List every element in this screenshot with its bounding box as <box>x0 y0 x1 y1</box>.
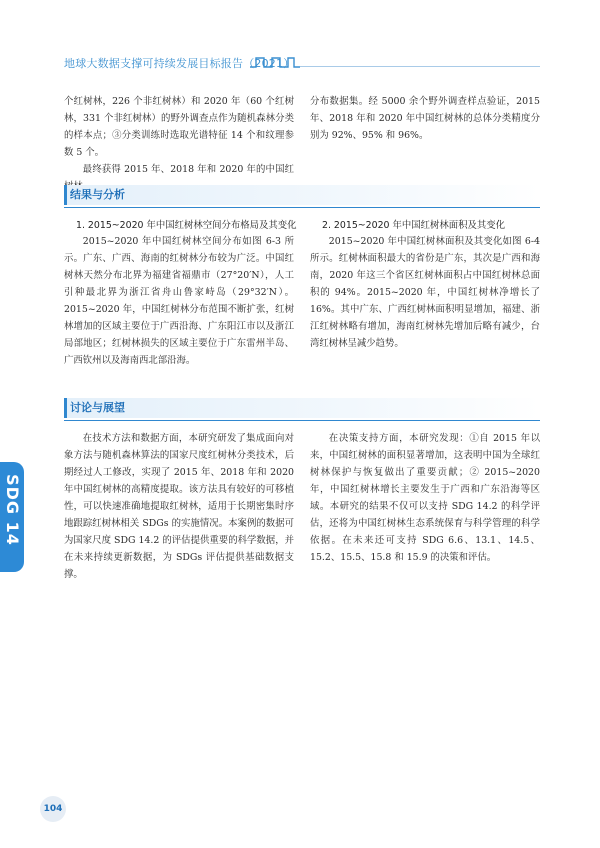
header-wave-decoration <box>250 56 300 68</box>
section-header-results <box>64 185 540 205</box>
running-header-title: 地球大数据支撑可持续发展目标报告（2021） <box>64 57 295 70</box>
intro-left-paragraph-2: 最终获得 2015 年、2018 年和 2020 年的中国红 <box>82 164 294 175</box>
results-right-column <box>310 233 540 352</box>
intro-left-column <box>64 93 294 195</box>
results-left-paragraph: 2015~2020 年中国红树林空间分布如图 6-3 所示。广东、广西、海南的红树林分布较为广泛。中国红树林天然分布北界为福建省福鼎市（27°20′N），人工引种最北界为浙江省舟山鲁家峙岛（29°32′N）。2015~2020 年，中国红树林分布范围不断扩张，红树林增加的区域主要位于广西沿海、广东阳江市以及浙江局部地区；红树林损失的区域主要位于广东雷州半岛、广西钦州以及海南西北部沿海。 <box>64 236 294 366</box>
results-left-column <box>64 233 294 369</box>
discussion-left-column <box>64 430 294 583</box>
section-header-discussion <box>64 398 540 418</box>
discussion-right-column <box>310 430 540 566</box>
subheading-1: 1. 2015~2020 年中国红树林空间分布格局及其变化 <box>76 220 297 231</box>
page-number: 104 <box>43 804 63 814</box>
discussion-right-paragraph: 在决策支持方面，本研究发现：①自 2015 年以来，中国红树林的面积显著增加，这表明中国为全球红树林保护与恢复做出了重要贡献；② 2015~2020 年，中国红树林增长主要发生于广西和广东沿海等区域。本研究的结果不仅可以支持 SDG 14.2 的科学评估，还将为中国红树林生态系统保育与科学管理的科学依据。在未来还可支持 SDG 6.6、13.1、14.5、15.2、15.5、15.8 和 15.9 的决策和评估。 <box>310 433 540 563</box>
sdg-side-tab-label: SDG 14 <box>3 474 22 546</box>
results-right-paragraph: 2015~2020 年中国红树林面积及其变化如图 6-4 所示。红树林面积最大的省份是广东，其次是广西和海南，2020 年这三个省区红树林面积占中国红树林总面积的 94%。2015~2020 年，中国红树林净增长了 16%。其中广东、广西红树林面积明显增加，福建、浙江红树林略有增加，海南红树林先增加后略有减少，台湾红树林呈减少趋势。 <box>310 236 540 349</box>
intro-right-paragraph: 分布数据集。经 5000 余个野外调查样点验证，2015 年、2018 年和 2020 年中国红树林的总体分类精度分别为 92%、95% 和 96%。 <box>310 96 540 141</box>
section-title-discussion: 讨论与展望 <box>70 401 125 414</box>
section-accent-bar <box>64 398 67 418</box>
header-rule <box>300 66 540 67</box>
subheading-2: 2. 2015~2020 年中国红树林面积及其变化 <box>322 220 505 231</box>
section-rule <box>64 207 540 208</box>
section-rule <box>64 420 540 421</box>
section-title-results: 结果与分析 <box>70 188 125 201</box>
section-accent-bar <box>64 185 67 205</box>
intro-right-column <box>310 93 540 144</box>
discussion-left-paragraph: 在技术方法和数据方面，本研究研发了集成面向对象方法与随机森林算法的国家尺度红树林分类技术，后期经过人工修改，实现了 2015 年、2018 年和 2020 年中国红树林的高精度提取。该方法具有较好的可移植性，可以快速准确地提取红树林，适用于长期密集时序地跟踪红树林相关 SDGs 的实施情况。本案例的数据可为国家尺度 SDG 14.2 的评估提供重要的科学数据，并在未来持续更新数据，为 SDGs 评估提供基础数据支撑。 <box>64 433 294 580</box>
intro-left-paragraph-1: 个红树林，226 个非红树林）和 2020 年（60 个红树林，331 个非红树林）的野外调查点作为随机森林分类的样本点；③分类训练时选取光谱特征 14 个和纹理参数 5 个。 <box>64 96 294 158</box>
